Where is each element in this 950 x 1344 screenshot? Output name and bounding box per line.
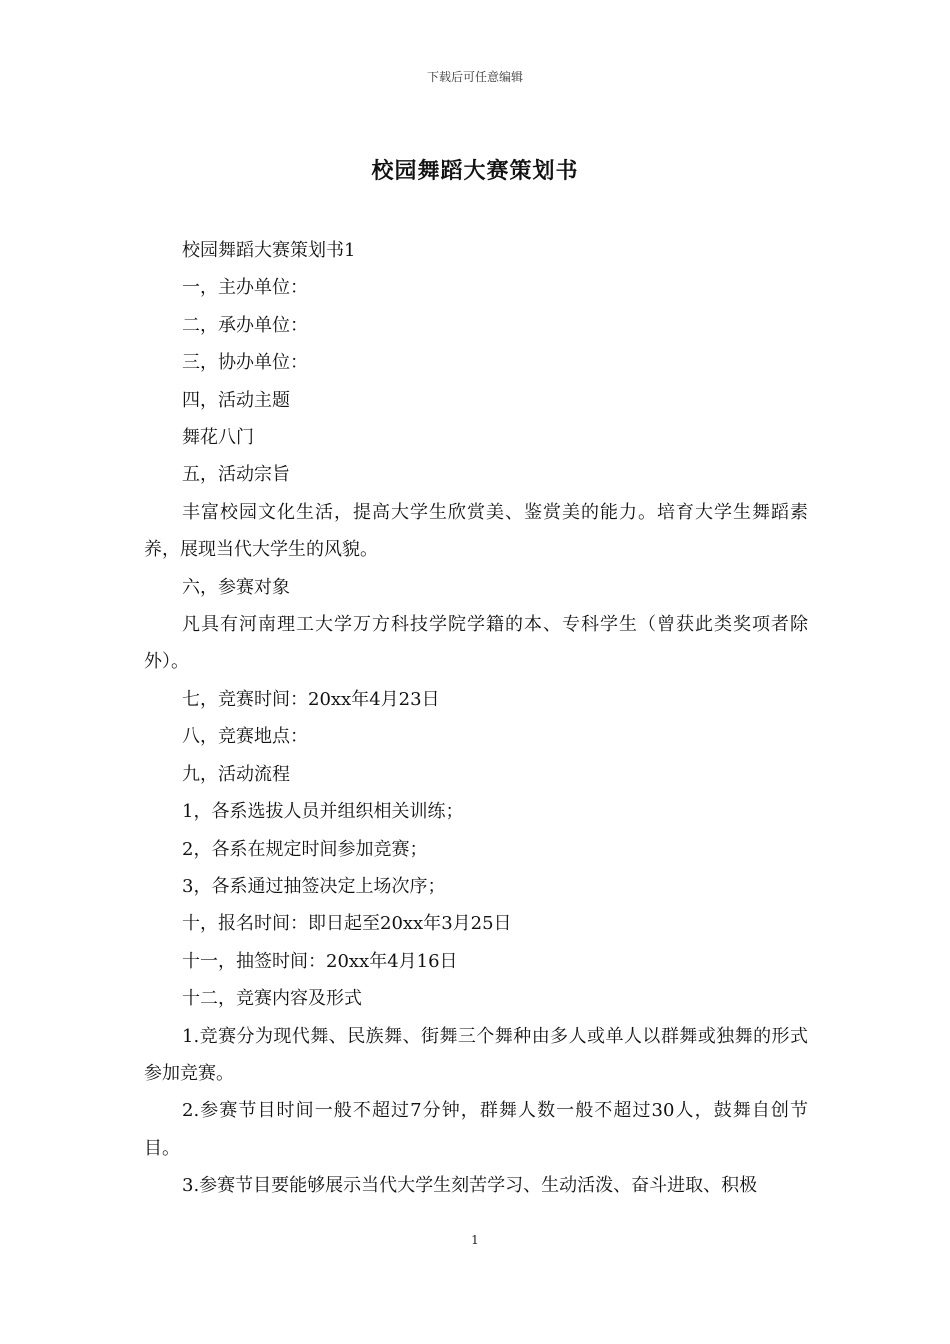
- paragraph-content-1: 1.竞赛分为现代舞、民族舞、街舞三个舞种由多人或单人以群舞或独舞的形式参加竞赛。: [144, 1025, 808, 1084]
- paragraph-content-heading: 十二，竞赛内容及形式: [182, 988, 362, 1010]
- header-note: 下载后可任意编辑: [426, 70, 523, 84]
- paragraph-theme: 舞花八门: [182, 427, 254, 449]
- paragraph-co-organizer: 三，协办单位：: [182, 352, 308, 374]
- paragraph-registration-time: 十，报名时间：即日起至20xx年3月25日: [182, 913, 512, 935]
- paragraph-purpose-heading: 五，活动宗旨: [182, 464, 290, 486]
- page-number: 1: [471, 1233, 479, 1247]
- paragraph-participants: 凡具有河南理工大学万方科技学院学籍的本、专科学生（曾获此类奖项者除外）。: [144, 614, 808, 673]
- document-title: 校园舞蹈大赛策划书: [371, 158, 579, 184]
- document-body: [144, 232, 808, 1205]
- paragraph-purpose: 丰富校园文化生活，提高大学生欣赏美、鉴赏美的能力。培育大学生舞蹈素养，展现当代大学生的风貌。: [144, 501, 808, 561]
- paragraph-content-2: 2.参赛节目时间一般不超过7分钟，群舞人数一般不超过30人，鼓舞自创节目。: [144, 1100, 808, 1159]
- paragraph-participants-heading: 六，参赛对象: [182, 576, 290, 598]
- paragraph-process-step-3: 3，各系通过抽签决定上场次序；: [182, 875, 446, 897]
- paragraph-process-step-1: 1，各系选拔人员并组织相关训练；: [182, 801, 464, 823]
- paragraph-competition-venue: 八，竞赛地点：: [182, 726, 308, 748]
- paragraph-process-step-2: 2，各系在规定时间参加竞赛；: [182, 838, 428, 860]
- paragraph-draw-time: 十一，抽签时间：20xx年4月16日: [182, 950, 458, 972]
- paragraph-host: 二，承办单位：: [182, 314, 308, 336]
- paragraph-content-3: 3.参赛节目要能够展示当代大学生刻苦学习、生动活泼、奋斗进取、积极: [182, 1175, 758, 1197]
- paragraph-theme-heading: 四，活动主题: [182, 389, 290, 411]
- paragraph-process-heading: 九，活动流程: [182, 763, 290, 785]
- paragraph-competition-time: 七，竞赛时间：20xx年4月23日: [182, 688, 440, 710]
- paragraph-section-title: 校园舞蹈大赛策划书1: [182, 240, 356, 261]
- paragraph-organizer: 一，主办单位：: [182, 277, 308, 299]
